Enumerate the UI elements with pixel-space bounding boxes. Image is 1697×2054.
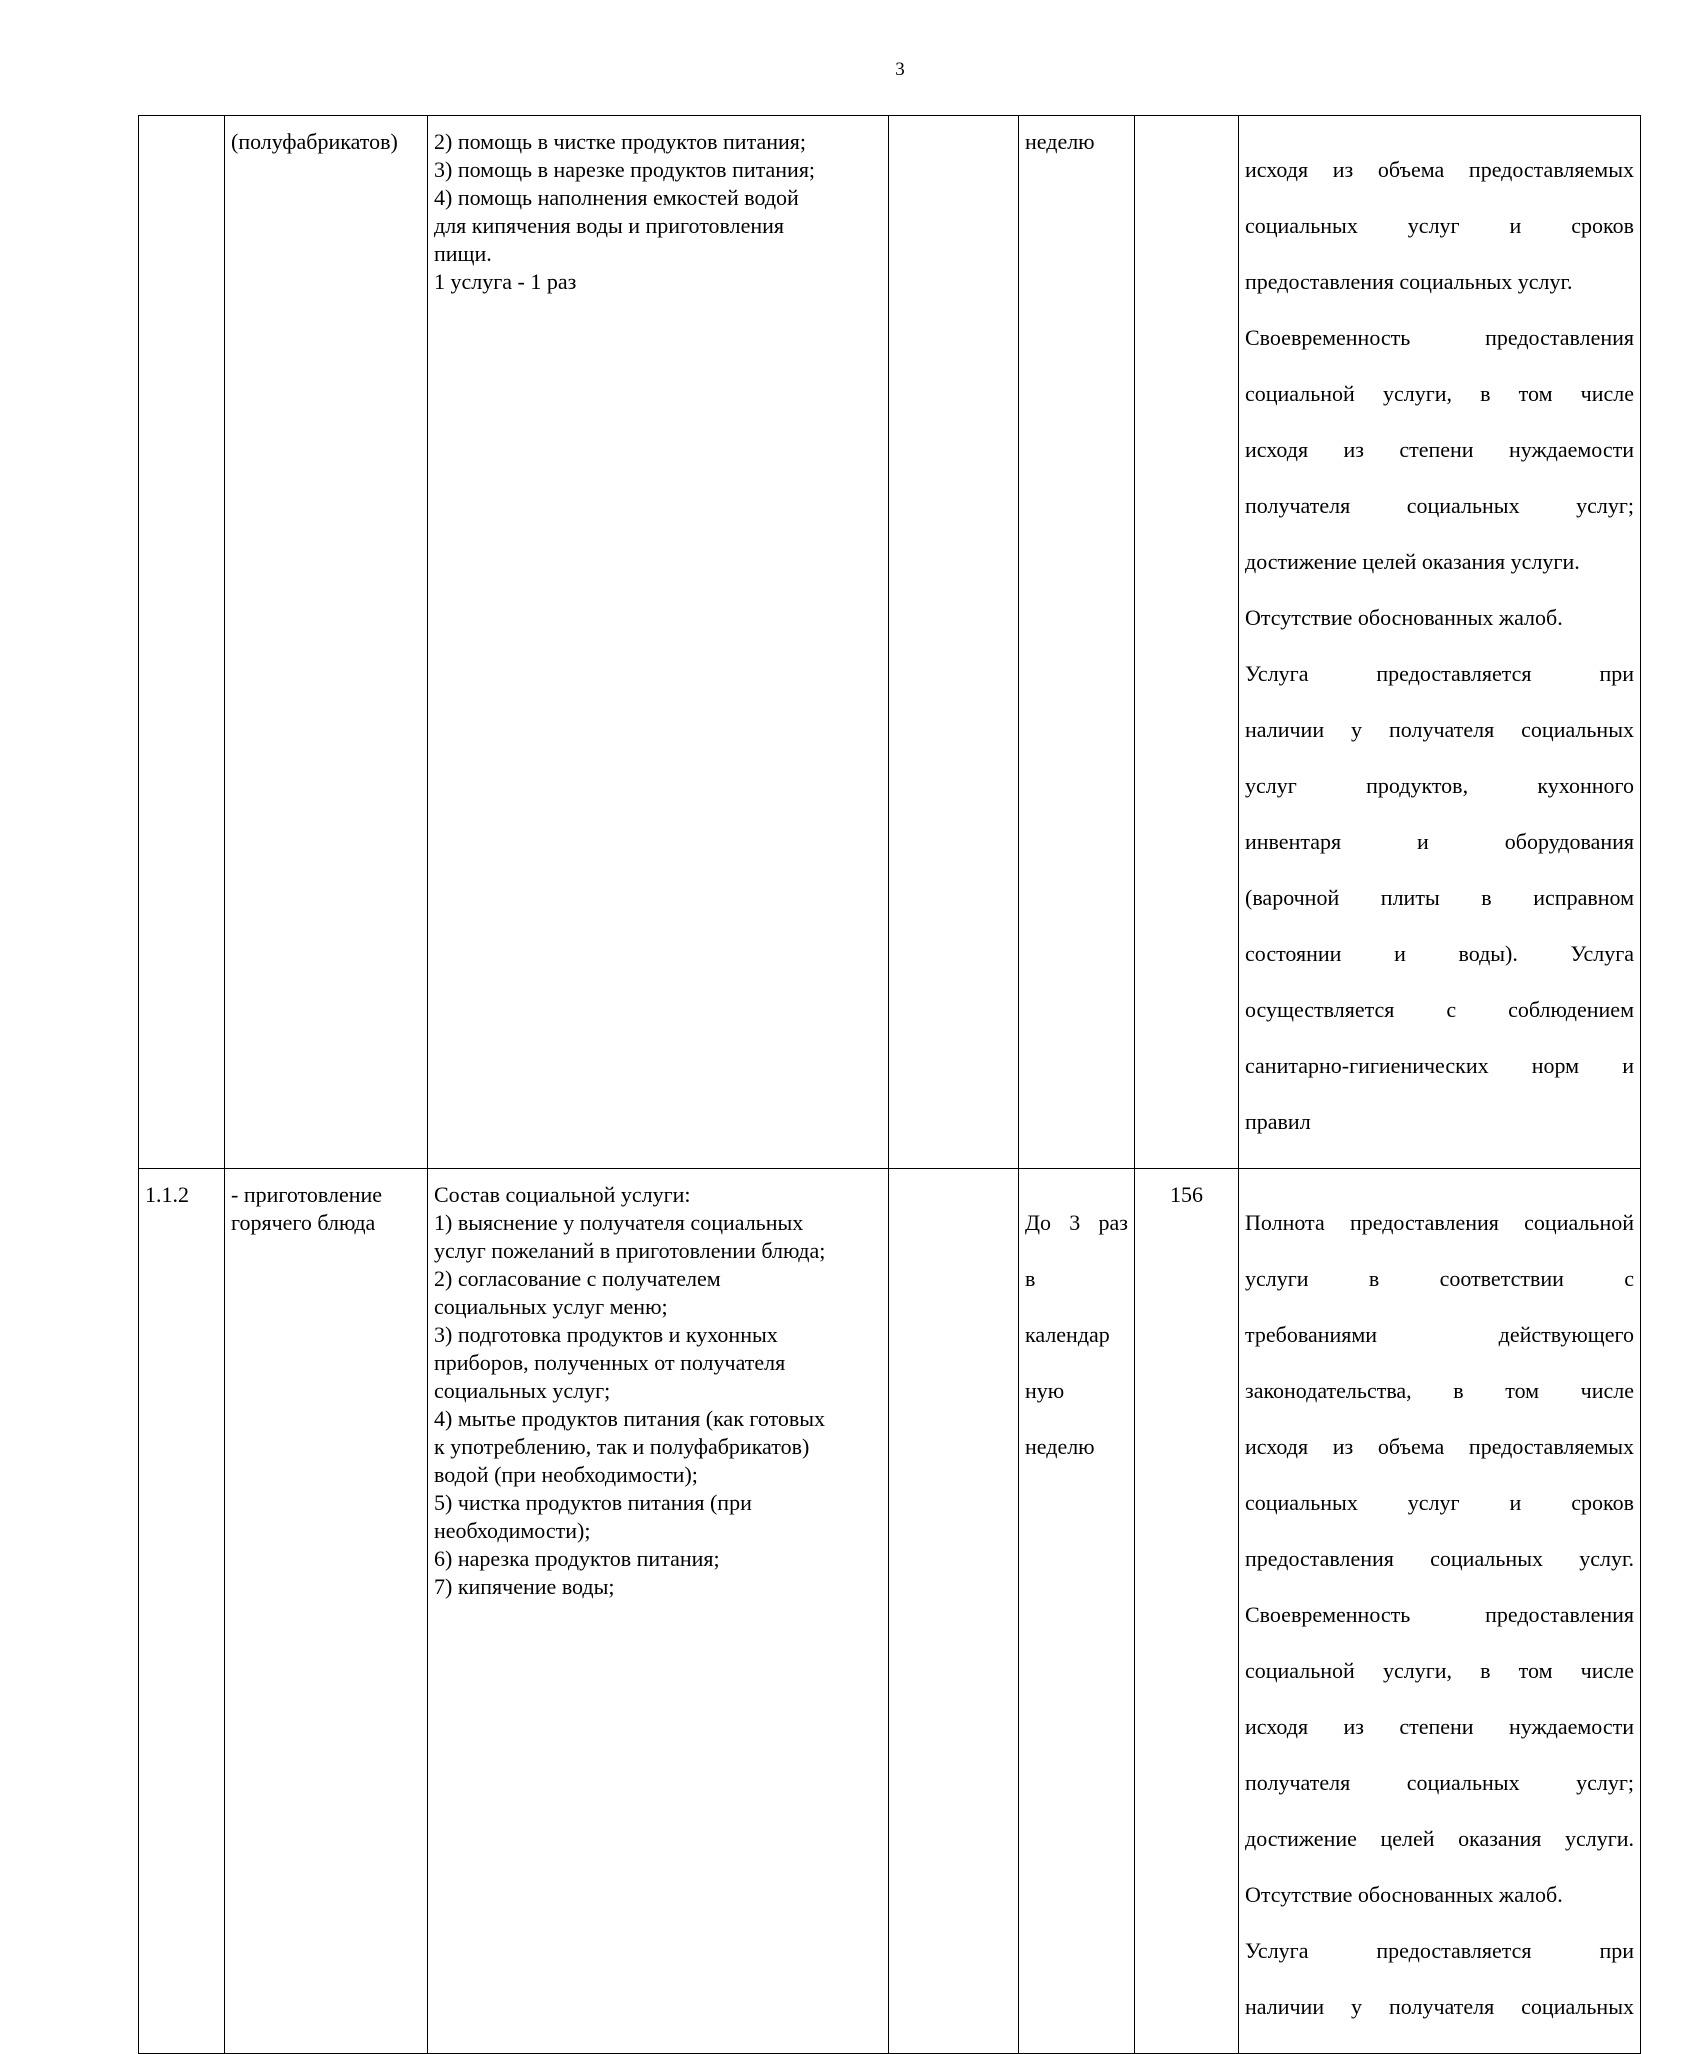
quality-line: достижение целей оказания услуги. bbox=[1245, 549, 1580, 574]
quality-line: правил bbox=[1245, 1109, 1311, 1134]
quality-line: исходя из степени нуждаемости bbox=[1245, 1714, 1634, 1739]
service-content-cell: 2) помощь в чистке продуктов питания; 3) помощь в нарезке продуктов питания; 4) помощь наполнения емкостей водой для кипячения воды и приготовления пищи. 1 услуга - 1 раз bbox=[428, 116, 889, 1169]
quality-line: наличии у получателя социальных bbox=[1245, 1994, 1634, 2019]
quality-line: Своевременность предоставления bbox=[1245, 325, 1634, 350]
service-quality-cell bbox=[1239, 116, 1641, 1169]
quality-line: санитарно-гигиенических норм и bbox=[1245, 1053, 1634, 1078]
quality-line: социальной услуги, в том числе bbox=[1245, 381, 1634, 406]
service-quantity-cell bbox=[1135, 116, 1239, 1169]
table-row bbox=[139, 116, 1641, 1169]
service-name-cell: - приготовление горячего блюда bbox=[225, 1169, 428, 2054]
service-frequency-cell bbox=[1019, 1169, 1135, 2054]
frequency-line: До 3 раз bbox=[1025, 1210, 1128, 1235]
quality-line: предоставления социальных услуг. bbox=[1245, 1546, 1634, 1571]
service-name-cell: (полуфабрикатов) bbox=[225, 116, 428, 1169]
empty-cell bbox=[889, 116, 1019, 1169]
quality-line: Отсутствие обоснованных жалоб. bbox=[1245, 605, 1563, 630]
quality-line: получателя социальных услуг; bbox=[1245, 1770, 1634, 1795]
quality-line: наличии у получателя социальных bbox=[1245, 717, 1634, 742]
quality-line: исходя из степени нуждаемости bbox=[1245, 437, 1634, 462]
quality-line: предоставления социальных услуг. bbox=[1245, 269, 1573, 294]
table-row bbox=[139, 1169, 1641, 2054]
quality-line: достижение целей оказания услуги. bbox=[1245, 1826, 1634, 1851]
frequency-line: календар bbox=[1025, 1322, 1110, 1347]
frequency-line: неделю bbox=[1025, 1434, 1095, 1459]
quality-line: осуществляется с соблюдением bbox=[1245, 997, 1634, 1022]
quality-line: социальной услуги, в том числе bbox=[1245, 1658, 1634, 1683]
quality-line: услуги в соответствии с bbox=[1245, 1266, 1634, 1291]
empty-cell bbox=[889, 1169, 1019, 2054]
quality-line: законодательства, в том числе bbox=[1245, 1378, 1634, 1403]
quality-line: исходя из объема предоставляемых bbox=[1245, 1434, 1634, 1459]
service-code-cell bbox=[139, 116, 225, 1169]
service-quality-cell bbox=[1239, 1169, 1641, 2054]
quality-line: требованиями действующего bbox=[1245, 1322, 1634, 1347]
quality-line: инвентаря и оборудования bbox=[1245, 829, 1634, 854]
quality-line: Полнота предоставления социальной bbox=[1245, 1210, 1634, 1235]
page-number: 3 bbox=[895, 59, 905, 80]
frequency-line: ную bbox=[1025, 1378, 1065, 1403]
quality-line: (варочной плиты в исправном bbox=[1245, 885, 1634, 910]
service-frequency-cell: неделю bbox=[1019, 116, 1135, 1169]
service-content-cell: Состав социальной услуги: 1) выяснение у получателя социальных услуг пожеланий в приготовлении блюда; 2) согласование с получателем социальных услуг меню; 3) подготовка продуктов и кухонных приборов, полученных от получателя социальных услуг; 4) мытье продуктов питания (как готовых к употреблению, так и полуфабрикатов) водой (при необходимости); 5) чистка продуктов питания (при необходимости); 6) нарезка продуктов питания; 7) кипячение воды; bbox=[428, 1169, 889, 2054]
service-quantity-cell: 156 bbox=[1135, 1169, 1239, 2054]
quality-line: услуг продуктов, кухонного bbox=[1245, 773, 1634, 798]
quality-line: социальных услуг и сроков bbox=[1245, 1490, 1634, 1515]
quality-line: состоянии и воды). Услуга bbox=[1245, 941, 1634, 966]
frequency-line: в bbox=[1025, 1266, 1036, 1291]
quality-line: Услуга предоставляется при bbox=[1245, 1938, 1634, 1963]
quality-line: социальных услуг и сроков bbox=[1245, 213, 1634, 238]
services-table bbox=[138, 115, 1641, 2054]
quality-line: Услуга предоставляется при bbox=[1245, 661, 1634, 686]
quality-line: исходя из объема предоставляемых bbox=[1245, 157, 1634, 182]
quality-line: получателя социальных услуг; bbox=[1245, 493, 1634, 518]
service-code-cell: 1.1.2 bbox=[139, 1169, 225, 2054]
quality-line: Отсутствие обоснованных жалоб. bbox=[1245, 1882, 1563, 1907]
quality-line: Своевременность предоставления bbox=[1245, 1602, 1634, 1627]
